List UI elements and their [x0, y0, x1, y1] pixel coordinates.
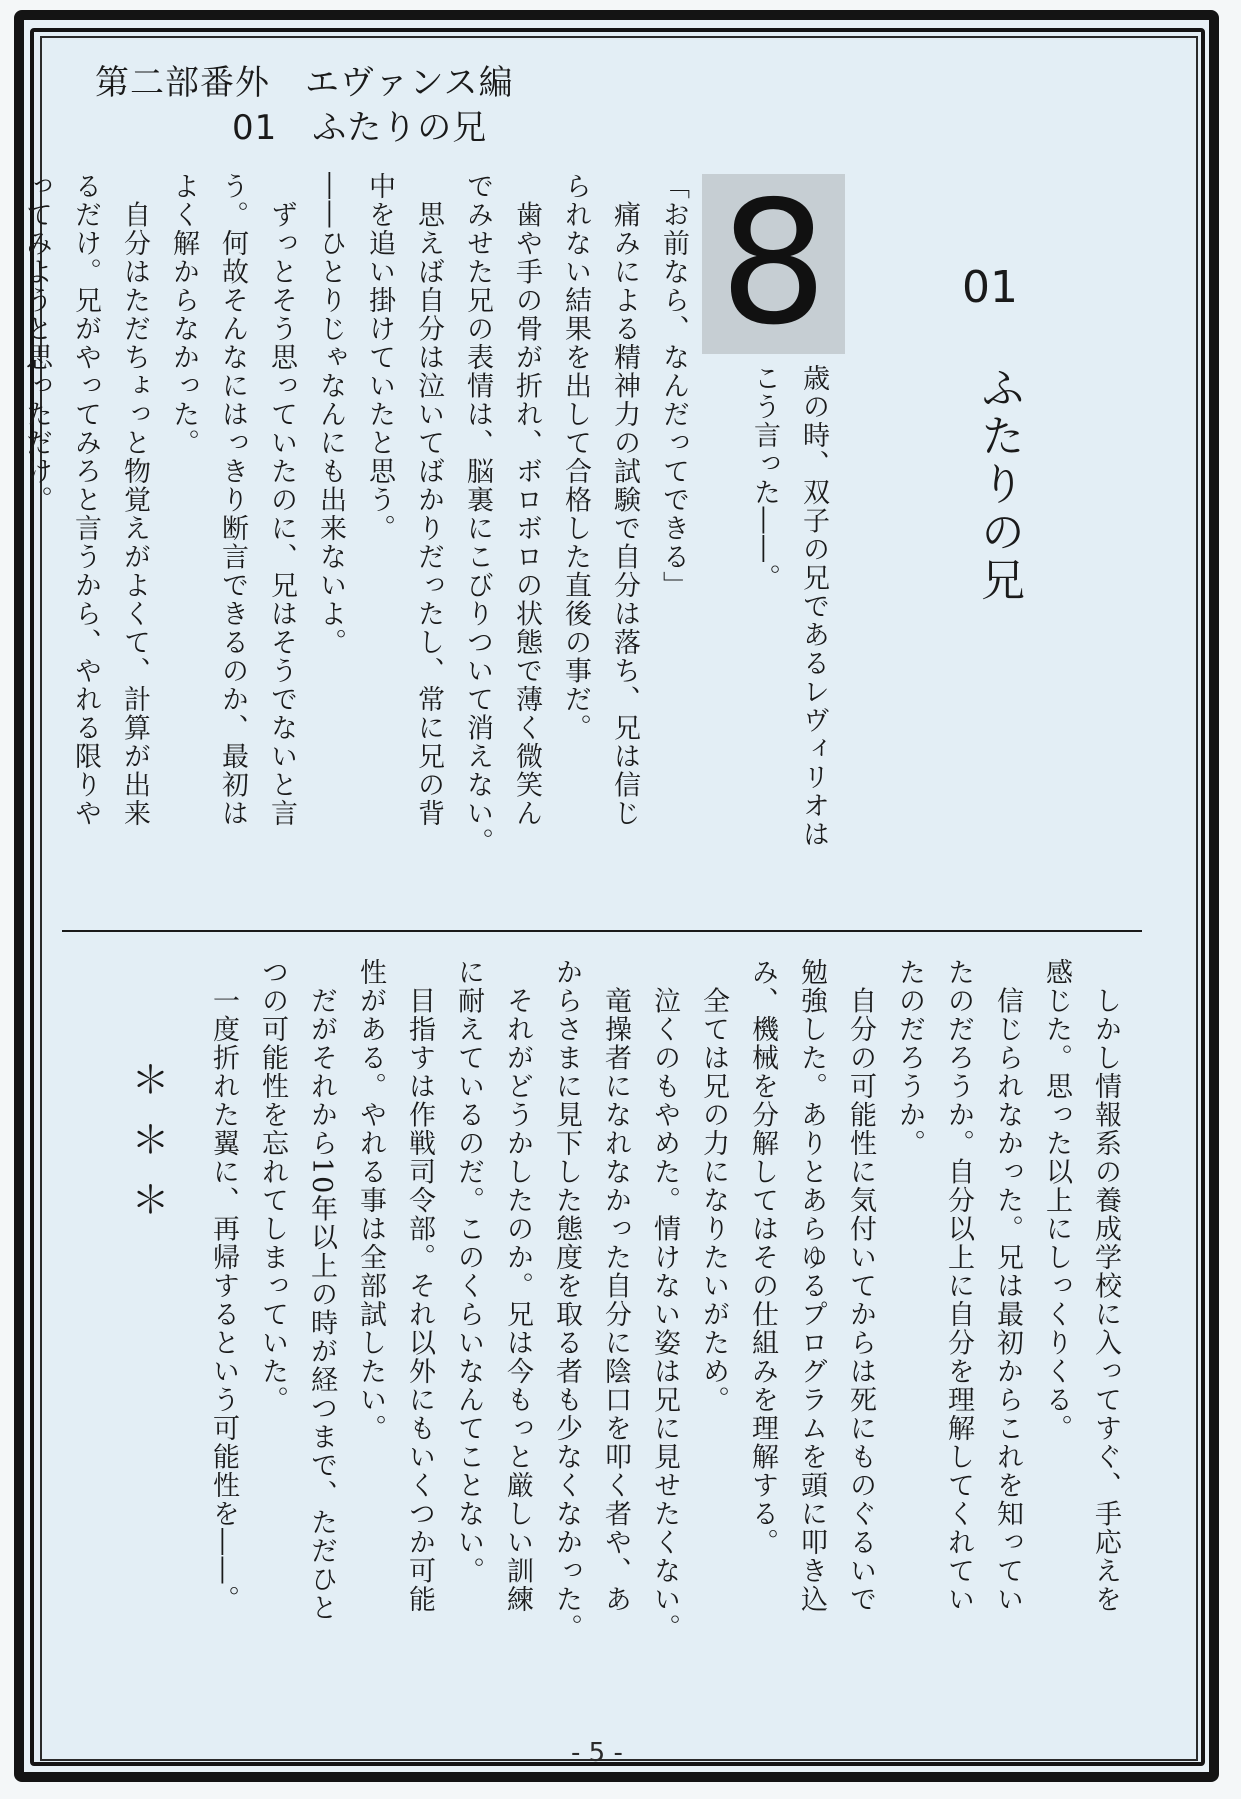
- section-break-stars: ＊＊＊: [125, 1060, 169, 1240]
- top-body-text: 「お前なら、なんだってできる」 痛みによる精神力の試験で自分は落ち、兄は信じ られない結果を出して合格した直後の事だ。 歯や手の骨が折れ、ボロボロの状態で薄く微笑ん でみせた兄の表情は、脳裏にこびりついて消えない。 思えば自分は泣いてばかりだったし、常に兄の背 中を追い掛けていたと思う。 ――ひとりじゃなんにも出来ないよ。 ずっとそう思っていたのに、兄はそうでないと言 う。何故そんなにはっきり断言できるのか、最初は よく解からなかった。 自分はただちょっと物覚えがよくて、計算が出来 るだけ。兄がやってみろと言うから、やれる限りや ってみようと思っただけ。: [21, 172, 689, 856]
- lead-paragraph: 歳の時、双子の兄であるレヴィリオは こう言った――。: [749, 364, 829, 849]
- chapter-title: ふたりの兄: [973, 365, 1024, 605]
- page-number: - 5 -: [571, 1738, 623, 1768]
- running-header-part: 第二部番外 エヴァンス編: [95, 63, 514, 103]
- bottom-body-text: しかし情報系の養成学校に入ってすぐ、手応えを 感じた。思った以上にしっくりくる。 信じられなかった。兄は最初からこれを知ってい たのだろうか。自分以上に自分を理解してくれてい たのだろうか。 自分の可能性に気付いてからは死にものぐるいで 勉強した。ありとあらゆるプログラムを頭に叩き込 み、機械を分解してはその仕組みを理解する。 全ては兄の力になりたいがため。 泣くのもやめた。情けない姿は兄に見せたくない。 竜操者になれなかった自分に陰口を叩く者や、あ からさまに見下した態度を取る者も少なくなかった。 それがどうかしたのか。兄は今もっと厳しい訓練 に耐えているのだ。このくらいなんてことない。 目指すは作戦司令部。それ以外にもいくつか可能 性がある。やれる事は全部試したい。 だがそれから10年以上の時が経つまで、ただひと つの可能性を忘れてしまっていた。 一度折れた翼に、再帰するという可能性を――。: [208, 958, 1121, 1642]
- drop-cap: 8: [702, 174, 845, 354]
- running-header-chapter: 01 ふたりの兄: [232, 108, 488, 148]
- section-divider: [62, 930, 1142, 932]
- chapter-number: 01: [962, 262, 1018, 313]
